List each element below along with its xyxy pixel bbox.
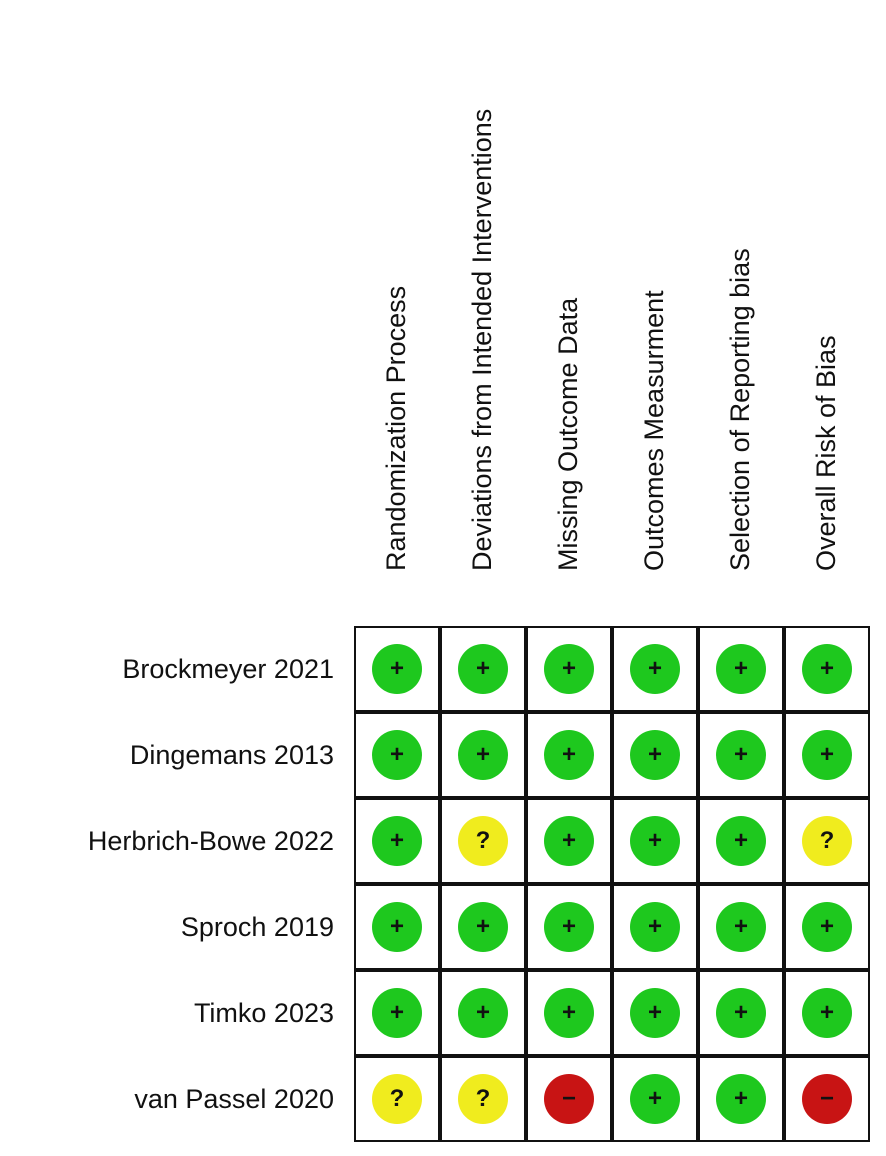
table-cell (526, 970, 612, 1056)
low-risk-dot: + (716, 902, 766, 952)
low-risk-dot: + (630, 1074, 680, 1124)
low-risk-dot: + (716, 644, 766, 694)
unclear-risk-dot: ? (458, 1074, 508, 1124)
unclear-risk-dot: ? (458, 816, 508, 866)
low-risk-dot: + (630, 730, 680, 780)
table-cell (612, 626, 698, 712)
low-risk-dot: + (458, 644, 508, 694)
table-cell (354, 798, 440, 884)
low-risk-dot: + (372, 644, 422, 694)
low-risk-dot: + (802, 988, 852, 1038)
low-risk-dot: + (630, 816, 680, 866)
table-cell (440, 1056, 526, 1142)
table-cell (354, 1056, 440, 1142)
low-risk-dot: + (802, 644, 852, 694)
table-cell (526, 798, 612, 884)
row-label: Brockmeyer 2021 (122, 654, 334, 684)
table-cell (354, 884, 440, 970)
low-risk-dot: + (802, 902, 852, 952)
low-risk-dot: + (458, 730, 508, 780)
low-risk-dot: + (544, 902, 594, 952)
table-cell (354, 970, 440, 1056)
table-cell (698, 798, 784, 884)
low-risk-dot: + (716, 988, 766, 1038)
table-cell (612, 1056, 698, 1142)
low-risk-dot: + (458, 988, 508, 1038)
unclear-risk-dot: ? (802, 816, 852, 866)
high-risk-dot: − (544, 1074, 594, 1124)
low-risk-dot: + (372, 730, 422, 780)
low-risk-dot: + (716, 816, 766, 866)
column-header-label: Deviations from Intended Interventions (467, 108, 497, 571)
row-label: van Passel 2020 (134, 1084, 334, 1114)
low-risk-dot: + (630, 988, 680, 1038)
table-cell (526, 712, 612, 798)
table-cell (526, 884, 612, 970)
table-cell (698, 884, 784, 970)
row-label: Sproch 2019 (180, 912, 334, 942)
row-label: Herbrich-Bowe 2022 (87, 826, 334, 856)
table-cell (698, 1056, 784, 1142)
column-header-label: Selection of Reporting bias (725, 248, 755, 571)
table-cell (784, 798, 870, 884)
low-risk-dot: + (372, 988, 422, 1038)
low-risk-dot: + (544, 816, 594, 866)
table-cell (440, 798, 526, 884)
low-risk-dot: + (802, 730, 852, 780)
table-cell (440, 712, 526, 798)
column-header-label: Outcomes Measurment (639, 290, 669, 571)
table-cell (526, 626, 612, 712)
table-cell (612, 970, 698, 1056)
row-label: Timko 2023 (193, 998, 334, 1028)
low-risk-dot: + (458, 902, 508, 952)
column-header-label: Randomization Process (381, 285, 411, 571)
unclear-risk-dot: ? (372, 1074, 422, 1124)
column-header-label: Overall Risk of Bias (811, 335, 841, 571)
table-cell (440, 884, 526, 970)
table-cell (354, 712, 440, 798)
high-risk-dot: − (802, 1074, 852, 1124)
table-cell (354, 626, 440, 712)
row-label: Dingemans 2013 (129, 740, 334, 770)
low-risk-dot: + (372, 902, 422, 952)
table-cell (526, 1056, 612, 1142)
low-risk-dot: + (716, 1074, 766, 1124)
low-risk-dot: + (716, 730, 766, 780)
table-cell (440, 626, 526, 712)
table-cell (784, 970, 870, 1056)
table-cell (784, 626, 870, 712)
table-cell (612, 884, 698, 970)
column-header-label: Missing Outcome Data (553, 297, 583, 571)
table-cell (440, 970, 526, 1056)
low-risk-dot: + (630, 644, 680, 694)
table-cell (612, 712, 698, 798)
low-risk-dot: + (544, 730, 594, 780)
table-cell (698, 712, 784, 798)
table-cell (784, 712, 870, 798)
table-cell (784, 1056, 870, 1142)
table-cell (698, 626, 784, 712)
low-risk-dot: + (544, 988, 594, 1038)
table-cell (698, 970, 784, 1056)
low-risk-dot: + (544, 644, 594, 694)
table-cell (784, 884, 870, 970)
low-risk-dot: + (372, 816, 422, 866)
low-risk-dot: + (630, 902, 680, 952)
table-cell (612, 798, 698, 884)
